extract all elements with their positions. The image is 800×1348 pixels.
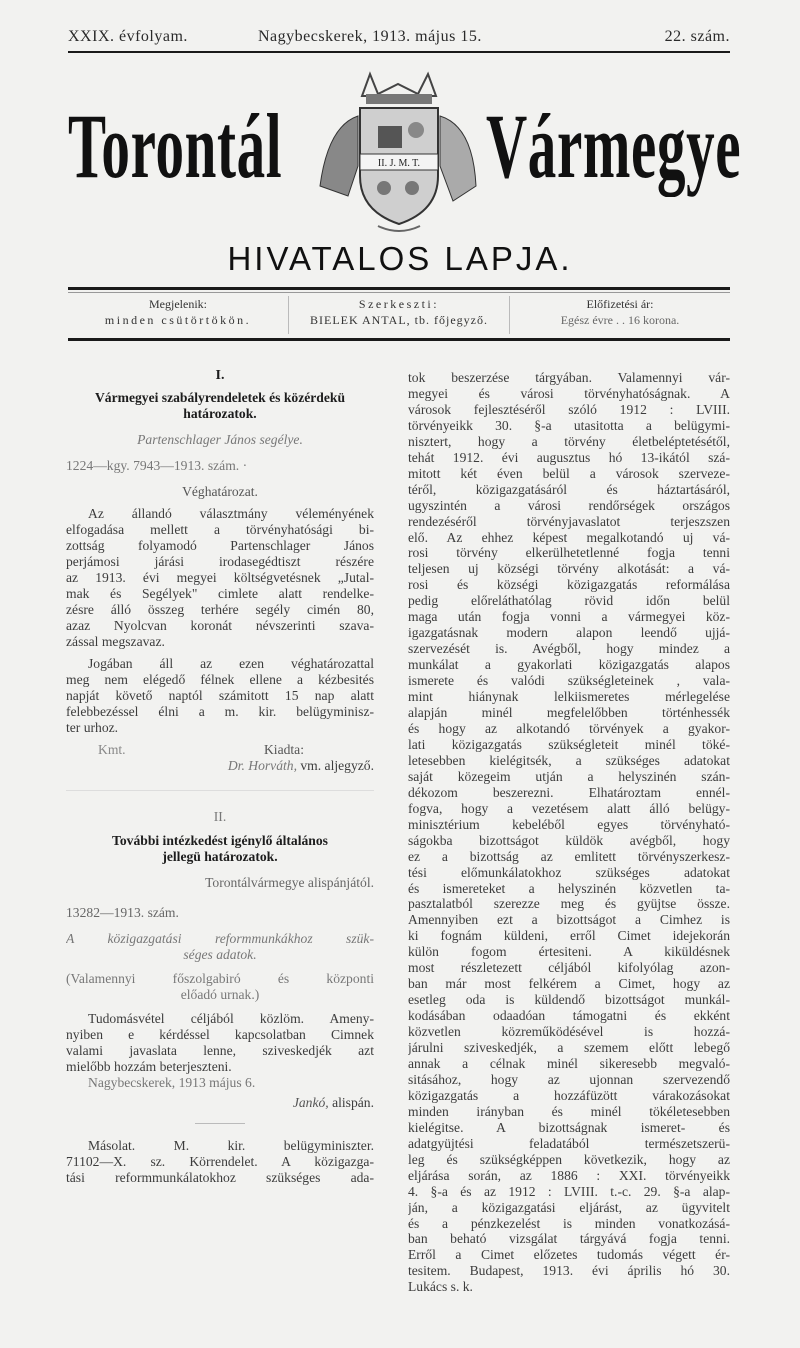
article-2-from: Torontálvármegye alispánjától. [205,875,374,890]
text-line: dékozom beszerezni. Elhatároztam ennél- [408,784,730,800]
text-line: ki fognám küldeni, erről Cimet idejekorán [408,928,730,944]
text-line: Lukács s. k. [408,1279,473,1295]
editor-label: Szerkeszti: [358,297,440,311]
section-2-numeral: II. [213,809,227,824]
infobar-editor [288,296,509,334]
text-line: 71102—X. sz. Körrendelet. A közigazga- [66,1154,374,1169]
text-line: Az állandó választmány véleményének [88,506,374,521]
text-line: Tudomásvétel céljából közlöm. Ameny- [88,1011,374,1026]
subscription-label: Előfizetési ár: [586,297,654,311]
section-1-title-line: Vármegyei szabályrendeletek és közérdekü [94,390,346,405]
article-2-title-line: A közigazgatási reformmunkákhoz szük- [66,931,374,946]
text-line: teljesen uj községi törvény alkotását: a vá- [408,561,730,577]
article-1-closing [66,742,374,758]
text-line: minden irányban és minél tökéletesebben [408,1103,730,1119]
left-column [66,368,374,1186]
text-line: városok fejlesztéséről szóló 1912 : LVIII. [408,401,730,417]
text-line: ban már most felkérem a Cimet, hogy az [408,976,730,992]
text-line: elfogadása mellett a törvényhatósági bi- [66,522,374,537]
text-line: sitásához, hogy az ujonnan szervezendő [408,1071,730,1087]
text-line: lati közigazgatás szükségleteit minél töké- [408,736,730,752]
publication-value: minden csütörtökön. [104,313,252,327]
signature-name: Dr. Horváth, [227,758,297,773]
text-line: felebbezéssel élni a m. kir. belügyminisz- [66,704,374,719]
text-line: tok beszerzése tárgyában. Valamennyi vár- [408,370,730,385]
text-line: adatgyüjtési feladatából természetszerü- [408,1135,730,1151]
text-line: törvényeikk 30. §-a utasitotta a belügymi- [408,417,730,433]
signature-name: Jankó, [292,1095,329,1110]
volume-label: XXIX. évfolyam. [68,28,188,45]
text-line: most részletezett céljából kifolyólag azon- [408,960,730,976]
text-line: nyiben e kérdéssel kapcsolatban Cimnek [66,1027,374,1042]
text-line: rosi és községi közigazgatás reformálása [408,577,730,593]
text-line: annak a célnak minél sikeresebb megvaló- [408,1055,730,1071]
text-line: eljárása során, az 1886 : XXI. törvényeikk [408,1167,730,1183]
text-line: Jogában áll az ezen véghatározattal [88,656,374,671]
text-line: és a pénzkezelést is minden vonatkozásá- [408,1215,730,1231]
right-column [408,370,730,1295]
article-divider [195,1123,245,1124]
infobar-subscription [509,296,730,334]
article-1-heading: Véghatározat. [182,484,258,499]
infobar-publication [68,296,288,334]
text-line: esetleg oda is küldendő bizottságot munkál- [408,992,730,1008]
text-line: zésre álló összeg terhére segély cimén 80, [66,602,374,617]
text-line: tesitem. Budapest, 1913. évi április hó 30. [408,1263,730,1279]
text-line: rendezéséről törvényjavaslatot terjeszszen [408,513,730,529]
masthead-subtitle: HIVATALOS LAPJA. [227,240,573,277]
text-line: napját követő naptól számitott 15 nap alatt [66,688,374,703]
crest-label: II. J. M. T. [377,158,421,169]
text-line: igazgatásnak modern alapon leendő ujjá- [408,625,730,641]
text-line: elő. Az ehhez képest megalkotandó uj vá- [408,529,730,545]
kmt-label: Kmt. [98,742,126,757]
text-line: maga után fogja vonni a vármegyei köz- [408,609,730,625]
infobar-top-rule [68,287,730,290]
text-line: nisztert, hogy a törvény életbeléptetésétől, [408,433,730,449]
subscription-value: Egész évre . . 16 korona. [560,313,680,327]
signature-title: alispán. [332,1095,374,1110]
article-1-body [66,506,374,736]
text-line: közigazgatás a hozzáfüzött várakozásokat [408,1087,730,1103]
text-line: mielőbb hozzám beterjeszteni. [66,1059,232,1074]
paragraph [66,656,374,736]
header-rule [68,51,730,53]
text-line: Erről a Cimet előzetes tudomás végett ér- [408,1247,730,1263]
article-2-addressee-line: előadó urnak.) [180,987,260,1002]
text-line: mak és Segélyek" cimlete alatt rendelke- [66,586,374,601]
article-2-signature [66,1095,374,1111]
text-line: munkálat a gyakorlati közigazgatás alapos [408,657,730,673]
text-line: fogva, hogy a vezetésem alatt álló belügy- [408,800,730,816]
article-2-place-date: Nagybecskerek, 1913 május 6. [88,1075,256,1090]
text-line: ságokba bizottságot küldök avégből, hogy [408,832,730,848]
issue-number-label: 22. szám. [664,28,730,45]
text-line: az 1913. évi megyei költségvetésnek „Jutal- [66,570,374,585]
text-line: ján, a közigazgatási eljárást, az ügyvitelt [408,1199,730,1215]
text-line: rosi törvény elkerülhetetlenné fogja tenni [408,545,730,561]
article-2-addressee-line: (Valamennyi főszolgabiró és központi [66,971,374,986]
section-2-title-line: jellegü határozatok. [162,849,278,864]
publication-label: Megjelenik: [149,297,207,311]
editor-value: BIELEK ANTAL, tb. főjegyző. [309,313,488,327]
article-2-ref: 13282—1913. szám. [66,905,179,920]
text-line: Amennyiben ezt a bizottságot a Cimhez is [408,912,730,928]
text-line: kielégitse. A bizottságnak ismeret- és [408,1119,730,1135]
text-line: mint hiánynak lelkiismeretes mérlegelése [408,689,730,705]
text-line: valami javaslata lenne, sziveskedjék azt [66,1043,374,1058]
section-divider [66,790,374,791]
text-line: közvetlen közreműködésével is hozzá- [408,1024,730,1040]
text-line: és hogy az alkotandó törvények a gyakor- [408,720,730,736]
infobar-bottom-rule [68,338,730,341]
signature-title: vm. aljegyző. [300,758,374,773]
masthead-right-word: Vármegye [486,95,742,197]
text-line: saját közegeim utján a helyszinén szán- [408,768,730,784]
text-line: ter urhoz. [66,720,119,735]
text-line: azaz Nyolcvan koronát névszerinti szava- [66,618,374,633]
text-line: tehát 1912. évi augusztus hó 13-ikától szá- [408,449,730,465]
text-line: szervezését is. Avégből, hogy mindez a [408,641,730,657]
text-line: perjámosi járási irodasegédtiszt részére [66,554,374,569]
section-2-title-line: További intézkedést igénylő általános [112,833,328,848]
masthead-left-word: Torontál [68,95,283,197]
text-line: 4. §-a és az 1912 : LVIII. t.-c. 29. §-a alap- [408,1183,730,1199]
coat-of-arms-crest-icon [308,66,490,236]
text-line: kodásában odaadóan támogatni és ekként [408,1008,730,1024]
text-line: letesebben kielégitsék, a szükséges adatokat [408,752,730,768]
text-line: ismerete és valódi szükségleteinek , vala- [408,673,730,689]
text-line: téről, közigazgatásáról és háztartásáról, [408,481,730,497]
text-line: zással megszavaz. [66,634,165,649]
text-line: Másolat. M. kir. belügyminiszter. [88,1138,374,1153]
paragraph [66,506,374,650]
article-2-title-line: séges adatok. [183,947,257,962]
issue-header-line [68,28,730,50]
text-line: meg nem elégedő félnek ellene a kézbesités [66,672,374,687]
text-line: ez a bizottság az emlitett törvényszerkesz- [408,848,730,864]
article-1-title: Partenschlager János segélye. [137,432,303,447]
text-line: zottság folyamodó Partenschlager János [66,538,374,553]
place-date-label: Nagybecskerek, 1913. május 15. [258,28,482,45]
section-1-numeral: I. [215,368,225,383]
text-line: ugyszintén a városi rendőrségek országos [408,497,730,513]
text-line: külön fogom értesiteni. A kiküldésnek [408,944,730,960]
text-line: alapján minél megfelelőbben történhessék [408,705,730,721]
text-line: megyei és városi törvényhatóságnak. A [408,385,730,401]
text-line: minisztérium kebeléből egyes törvényható- [408,816,730,832]
article-1-signature [66,758,374,774]
text-line: járulni sziveskedjék, a szemem előtt lebegő [408,1040,730,1056]
text-line: leg és szükségképpen következik, hogy az [408,1151,730,1167]
text-line: pedig előreláthatólag rövid időn belül [408,593,730,609]
copy-body [66,1138,374,1186]
section-1-title-line: határozatok. [183,406,257,421]
article-1-ref: 1224—kgy. 7943—1913. szám. · [66,458,248,473]
text-line: tési előmunkálatokhoz szükséges adatokat [408,864,730,880]
text-line: ban beható vizsgálat tárgyává fogja tenni. [408,1231,730,1247]
text-line: pasztalatból szerezze meg és gyüjtse össze. [408,896,730,912]
issued-label: Kiadta: [263,742,304,757]
text-line: tási reformmunkálatokhoz szükséges ada- [66,1170,374,1185]
infobar [68,296,730,334]
text-line: mitott két éven belül a városok szerveze- [408,465,730,481]
text-line: és ismereteket a helyszinén közvetlen ta- [408,880,730,896]
infobar-top-thin-rule [68,292,730,293]
article-2-body [66,1011,374,1075]
